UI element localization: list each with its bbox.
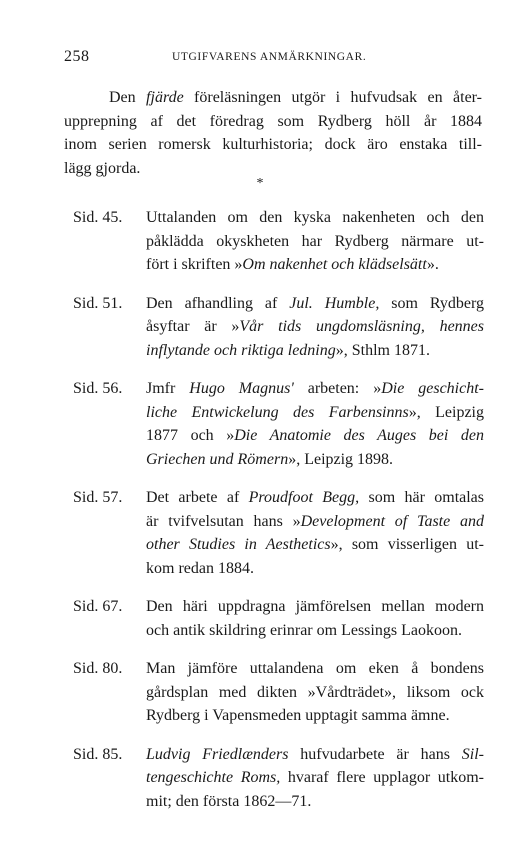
italic-text: Proudfoot Begg, <box>248 489 360 506</box>
note-line <box>146 401 484 425</box>
note-line <box>146 681 484 705</box>
intro-line <box>64 86 482 110</box>
page-number: 258 <box>64 48 90 65</box>
text-run: mit; den första 1862—71. <box>146 792 312 810</box>
text-run: lägg gjorda. <box>64 159 141 177</box>
italic-text: Om nakenhet och klädselsätt <box>242 256 427 273</box>
note-line <box>146 206 484 230</box>
note-page-reference: Sid. 67. <box>73 598 123 615</box>
note-entry <box>64 657 484 728</box>
text-run: som här omtalas <box>359 489 485 506</box>
text-run: gårdsplan med dikten »Vårdträdet», liksom ock <box>146 683 484 701</box>
text-run: Det arbete af <box>146 489 249 506</box>
note-line <box>146 743 484 767</box>
text-run: », som visserligen ut- <box>330 536 484 553</box>
italic-text: Griechen und Römern <box>146 450 289 468</box>
note-line <box>146 790 484 814</box>
text-run: », Leipzig <box>408 403 484 421</box>
notes-list <box>64 206 484 828</box>
note-page-reference: Sid. 57. <box>73 489 123 506</box>
note-line <box>146 377 484 401</box>
text-run: Den <box>109 89 147 106</box>
text-run: Man jämföre uttalandena om eken å bondens <box>146 660 484 677</box>
note-page-reference: Sid. 45. <box>73 209 123 226</box>
section-separator: * <box>256 176 264 191</box>
text-run: upprepning af det föredrag som Rydberg höll år 1884 <box>64 112 482 130</box>
note-text <box>146 377 484 471</box>
text-run: påklädda okyskheten har Rydberg närmare ut- <box>146 232 484 250</box>
italic-text: Vår tids ungdomsläsning, hennes <box>239 318 484 335</box>
text-run: Den häri uppdragna jämförelsen mellan modern <box>146 598 484 615</box>
italic-text: Hugo Magnus' <box>189 380 294 397</box>
intro-paragraph <box>64 86 482 180</box>
text-run: », Sthlm 1871. <box>335 341 430 359</box>
text-run: », Leipzig 1898. <box>288 450 394 468</box>
italic-text: Die Anatomie des Auges bei den <box>234 427 485 444</box>
note-line <box>146 510 484 534</box>
note-line <box>146 253 484 277</box>
note-text <box>146 595 484 642</box>
note-page-reference: Sid. 85. <box>73 745 123 763</box>
italic-text: Sil- <box>461 745 484 763</box>
note-line <box>146 230 484 254</box>
note-page-reference: Sid. 80. <box>73 660 123 677</box>
note-entry <box>64 292 484 363</box>
intro-line <box>64 110 482 134</box>
text-run: hufvudarbete är hans <box>288 745 462 763</box>
italic-text: Ludvig Friedlænders <box>146 745 289 763</box>
note-line <box>146 657 484 681</box>
text-run: Rydberg i Vapensmeden upptagit samma ämne. <box>146 707 450 724</box>
note-line <box>146 595 484 619</box>
note-entry <box>64 486 484 580</box>
note-line <box>146 766 484 790</box>
note-text <box>146 743 484 814</box>
intro-line <box>64 133 482 157</box>
note-text <box>146 206 484 277</box>
text-run: Uttalanden om den kyska nakenheten och den <box>146 209 484 226</box>
note-line <box>146 292 484 316</box>
text-run: ». <box>426 256 439 273</box>
text-run: hvaraf flere upplagor utkom- <box>280 769 484 786</box>
text-run: som Rydberg <box>379 294 484 312</box>
note-line <box>146 533 484 557</box>
text-run: åsyftar är » <box>146 318 240 335</box>
text-run: föreläsningen utgör i hufvudsak en åter- <box>183 89 483 106</box>
note-page-reference: Sid. 51. <box>73 294 123 312</box>
italic-text: inflytande och riktiga ledning <box>146 341 336 359</box>
italic-text: fjärde <box>146 89 184 106</box>
note-text <box>146 657 484 728</box>
note-entry <box>64 743 484 814</box>
text-run: kom redan 1884. <box>146 559 254 577</box>
page-header <box>64 48 456 70</box>
text-run: fört i skriften » <box>146 256 243 273</box>
note-line <box>146 424 484 448</box>
italic-text: liche Entwickelung des Farbensinns <box>146 403 409 421</box>
text-run: och antik skildring erinrar om Lessings Laokoon. <box>146 621 462 639</box>
text-run: arbeten: » <box>293 380 382 397</box>
note-line <box>146 704 484 728</box>
note-page-reference: Sid. 56. <box>73 380 123 397</box>
note-line <box>146 315 484 339</box>
running-head: UTGIFVARENS ANMÄRKNINGAR. <box>172 51 367 63</box>
italic-text: tengeschichte Roms, <box>146 769 281 786</box>
note-text <box>146 292 484 363</box>
text-run: inom serien romersk kulturhistoria; dock äro enstaka till- <box>64 136 482 153</box>
note-entry <box>64 595 484 642</box>
italic-text: other Studies in Aesthetics <box>146 536 331 553</box>
note-line <box>146 448 484 472</box>
note-entry <box>64 206 484 277</box>
note-text <box>146 486 484 580</box>
text-run: Jmfr <box>146 380 190 397</box>
text-run: Den afhandling af <box>146 294 290 312</box>
italic-text: Jul. Humble, <box>289 294 380 312</box>
note-line <box>146 557 484 581</box>
text-run: är tvifvelsutan hans » <box>146 512 301 530</box>
note-line <box>146 486 484 510</box>
note-entry <box>64 377 484 471</box>
text-run: 1877 och » <box>146 427 235 444</box>
note-line <box>146 619 484 643</box>
note-line <box>146 339 484 363</box>
italic-text: Die geschicht- <box>381 380 485 397</box>
italic-text: Development of Taste and <box>300 512 484 530</box>
